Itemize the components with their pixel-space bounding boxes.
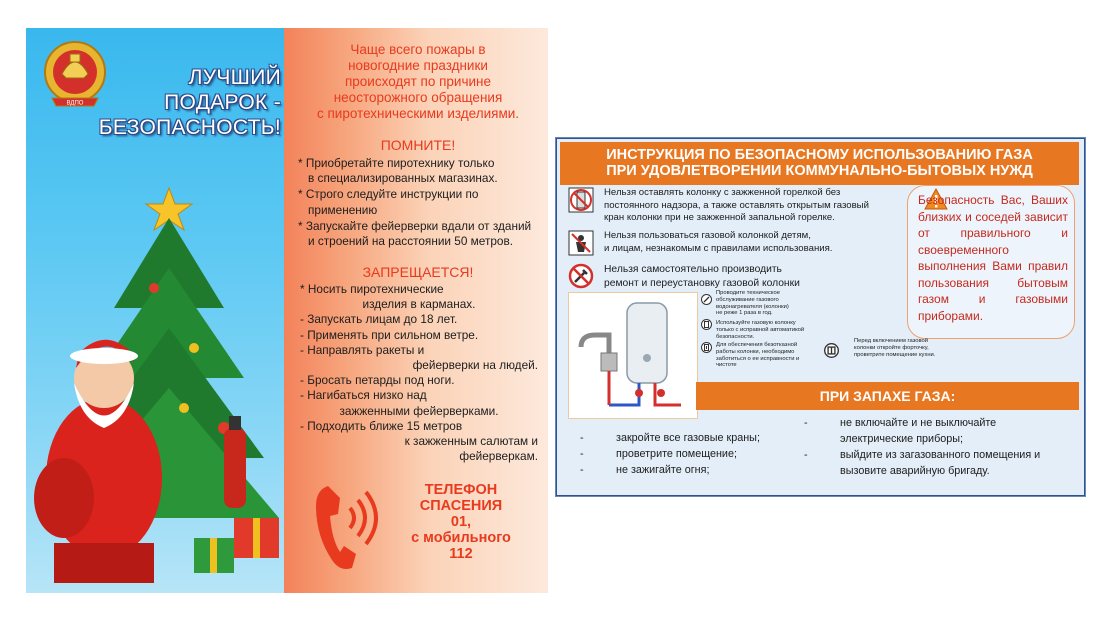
- list-item: - Направлять ракеты и: [300, 342, 425, 357]
- list-item: вызовите аварийную бригаду.: [840, 465, 990, 477]
- title-line: БЕЗОПАСНОСТЬ!: [98, 116, 281, 139]
- no-children-icon: [568, 230, 594, 256]
- list-item: - не зажигайте огня;: [580, 464, 710, 476]
- list-item: фейерверки на людей.: [412, 358, 538, 373]
- gas-rule: [568, 230, 868, 260]
- list-item: - выйдите из загазованного помещения и: [804, 449, 1041, 461]
- list-item: фейерверкам.: [459, 449, 538, 464]
- list-item: - Применять при сильном ветре.: [300, 327, 479, 342]
- remember-heading: ПОМНИТЕ!: [380, 137, 456, 153]
- forbidden-heading: ЗАПРЕЩАЕТСЯ!: [362, 264, 474, 280]
- title-line: ЛУЧШИЙ: [188, 66, 281, 89]
- gas-rule: [568, 187, 868, 227]
- list-item: - закройте все газовые краны;: [580, 432, 760, 444]
- title-line: ПОДАРОК -: [164, 91, 281, 114]
- heater-care-icon: [701, 342, 712, 353]
- gas-smell-actions-left: [580, 430, 830, 478]
- gas-smell-actions-right: [804, 415, 1094, 479]
- list-item: к зажженным салютам и: [404, 434, 538, 449]
- list-item: - Запускать лицам до 18 лет.: [300, 312, 458, 327]
- svg-text:ВДПО: ВДПО: [66, 100, 84, 107]
- list-item: * Строго следуйте инструкции по применению: [298, 187, 479, 217]
- water-heater-illustration: [568, 292, 698, 419]
- warning-line: новогодние праздники: [348, 58, 488, 73]
- rule-text: Нельзя оставлять колонку с зажженной горелкой без постоянного надзора, а также оставлять открытым газовый кран колонки при не зажженной запальной горелке.: [604, 187, 869, 223]
- warning-line: происходят по причине: [344, 74, 491, 89]
- emergency-phone: ТЕЛЕФОН СПАСЕНИЯ 01, с мобильного 112: [411, 482, 511, 562]
- christmas-tree-santa-illustration: [34, 178, 284, 588]
- no-repair-icon: [568, 263, 594, 289]
- rule-text: Нельзя самостоятельно производить ремонт и переустановку газовой колонки: [604, 264, 800, 289]
- allowed-list: [298, 156, 544, 250]
- rule-text: Нельзя пользоваться газовой колонкой детям, и лицам, незнакомым с правилами использования.: [604, 230, 833, 254]
- leaflet-left-panel: [26, 28, 284, 593]
- list-item: - Бросать петарды под ноги.: [300, 373, 455, 388]
- tip-text: Проводите техническое обслуживание газового водонагревателя (колонки) не реже 1 раза в год.: [716, 290, 789, 317]
- warning-line: неосторожного обращения: [333, 90, 503, 105]
- tip-text: Используйте газовую колонку только с исправной автоматикой безопасности.: [716, 320, 805, 340]
- list-item: изделия в карманах.: [362, 297, 476, 312]
- list-item: - не включайте и не выключайте: [804, 417, 997, 429]
- heater-check-icon: [701, 319, 712, 330]
- window-icon: [824, 343, 839, 358]
- forbidden-list: [300, 282, 538, 464]
- gas-rule: [568, 263, 868, 293]
- gas-safety-leaflet: [555, 137, 1086, 497]
- tip-text: Для обеспечения безотказной работы колонки, необходимо заботиться о ее исправности и чистоте: [716, 342, 800, 369]
- list-item: - Нагибаться низко над: [300, 388, 427, 403]
- safety-notice-text: Безопасность Вас, Ваших близких и соседей зависит от правильного и своевременного выполнения Вами правил пользования бытовым газом и газовыми приборами.: [918, 193, 1068, 323]
- fire-safety-leaflet: [26, 28, 548, 593]
- list-item: - Подходить ближе 15 метров: [300, 418, 463, 433]
- phone-icon: [310, 476, 388, 576]
- no-unattended-heater-icon: [568, 187, 594, 213]
- safety-notice-box: [907, 185, 1075, 339]
- tip-text: Перед включением газовой колонки откройте форточку, проветрите помещение кухни.: [854, 338, 936, 358]
- warning-line: Чаще всего пожары в: [350, 42, 486, 57]
- gas-smell-heading: ПРИ ЗАПАХЕ ГАЗА:: [696, 382, 1079, 410]
- list-item: * Приобретайте пиротехнику только в специализированных магазинах.: [298, 156, 498, 186]
- warning-line: с пиротехническими изделиями.: [316, 106, 520, 121]
- list-item: - проветрите помещение;: [580, 448, 737, 460]
- wrench-icon: [701, 294, 712, 305]
- list-item: * Носить пиротехнические: [300, 282, 444, 296]
- list-item: * Запускайте фейерверки вдали от зданий и строений на расстоянии 50 метров.: [298, 218, 532, 249]
- gas-instruction-header: ИНСТРУКЦИЯ ПО БЕЗОПАСНОМУ ИСПОЛЬЗОВАНИЮ ГАЗА ПРИ УДОВЛЕТВОРЕНИИ КОММУНАЛЬНО-БЫТОВЫХ НУЖД: [560, 142, 1079, 185]
- water-heater-icon: [569, 293, 697, 418]
- list-item: электрические приборы;: [840, 433, 964, 445]
- list-item: зажженными фейерверками.: [339, 403, 499, 418]
- fire-warning-text: [288, 42, 548, 122]
- leaflet-title: [56, 65, 281, 140]
